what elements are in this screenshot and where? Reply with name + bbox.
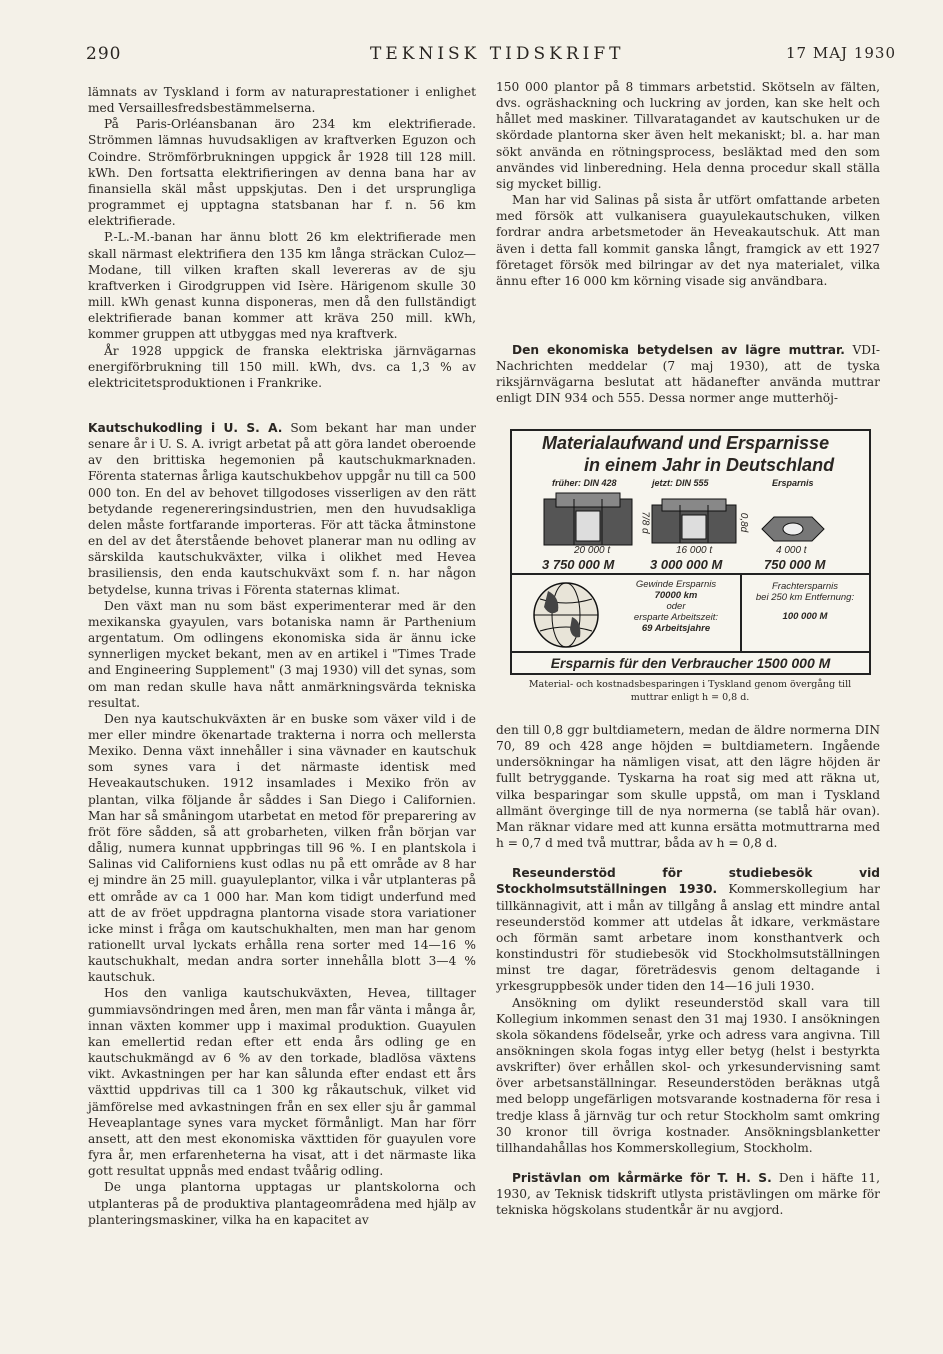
paragraph: På Paris-Orléansbanan äro 234 km elektrifierade. Strömmen lämnas huvudsakligen av kraftverken Eguzon och Coindre. Strömförbrukningen uppgick år 1928 till 128 mill. kWh. Den fortsatta elektrifieringen av denna bana har av finansiella skäl måst uppskjutas. Den i det ursprungliga programmet ej upptagna statsbanan har f. n. 56 km elektrifierade. xyxy=(88,117,476,229)
article-heading: Den ekonomiska betydelsen av lägre muttrar. xyxy=(512,343,845,357)
paragraph: VDI-Nachrichten meddelar (7 maj 1930), att de tyska riksjärnvägarna beslutat att hädanefter använda muttrar enligt DIN 934 och 555. Dessa normer ange mutterhöj- xyxy=(496,343,881,406)
mark-saved: 750 000 M xyxy=(764,557,826,572)
paragraph: den till 0,8 ggr bultdiametern, medan de äldre normerna DIN 70, 89 och 428 ange höjden = bultdiametern. Ingående undersökningar ha nämligen visat, att den lägre höjden är fullt betryggande. Tyskarna ha roat sig med att räkna ut, vilka besparingar som skulle uppstå, om man i Tyskland allmänt överginge till de nya normerna (se tablå här ovan). Man räknar vidare med att kunna ersätta motmuttrarna med h = 0,7 d med två muttrar, båda av h = 0,8 d. xyxy=(496,723,880,851)
dim-old: 7/8 d xyxy=(639,511,651,534)
tons-now: 16 000 t xyxy=(676,545,713,556)
paragraph: Ansökning om dylikt reseunderstöd skall vara till Kollegium inkommen senast den 31 maj 1930. I ansökningen skola sökandens födelseår, yrke och adress vara angivna. Till ansökningen skola fogas intyg eller betyg (helst i bestyrkta avskrifter) över erhållen skol- och yrkesundervisning samt över arbetsanställningar. Reseunderstöden beräknas utgå med belopp ungefärligen motsvarande kostnaderna för resa i tredje klass å järnväg tur och retur Stockholm samt omkring 30 kronor till övriga kostnader. Ansökningsblanketter tillhandahållas hos Kommerskollegium, Stockholm. xyxy=(496,995,880,1155)
globe-icon xyxy=(520,577,612,649)
right-column-bottom xyxy=(496,722,880,1219)
tons-before: 20 000 t xyxy=(574,545,611,556)
nut-old-icon xyxy=(544,493,632,545)
paragraph: Som bekant har man under senare år i U. S. A. ivrigt arbetat på att göra landet oberoende av den brittiska hegemonien på kautschukmarknaden. Förenta staternas årliga kautschukbehov uppgår nu till ca 500 000 ton. En del av behovet tillgodoses visserligen av den rätt betydande regenereringsindustrien, men den huvudsakliga delen måste fortfarande importeras. För att täcka åtminstone en del av det återstående behovet planerar man nu odling av särskilda kautschukväxter, vilka i olikhet med Hevea brasiliensis, den enda kautschukväxt som f. n. har någon betydelse, kunna trivas i Förenta staternas klimat. xyxy=(88,421,476,597)
issue-date: 17 MAJ 1930 xyxy=(786,44,897,62)
left-column-top xyxy=(88,84,476,391)
label-now: jetzt: DIN 555 xyxy=(652,478,709,488)
article-muttrar xyxy=(496,342,880,407)
paragraph: År 1928 uppgick de franska elektriska järnvägarnas energiförbrukning till 150 mill. kWh, dvs. ca 1,3 % av elektricitetsproduktionen i Frankrike. xyxy=(88,343,476,390)
figure-title-line2: in einem Jahr in Deutschland xyxy=(584,455,835,475)
journal-title: TEKNISK TIDSKRIFT xyxy=(370,44,625,64)
mark-now: 3 000 000 M xyxy=(650,557,723,572)
paragraph: Den nya kautschukväxten är en buske som växer vild i de mer eller mindre ökenartade trakterna i norra och mellersta Mexiko. Denna växt innehåller i sina vävnader en kautschuk som synes vara i det närmaste identisk med Heveakautschuken. 1912 insamlades i Mexiko frön av plantan, vilka följande år såddes i San Diego i Californien. Man har så småningom utarbetat en metod för preparering av fröt före sådden, så att grobarheten, vilken från början var dålig, numera kunnat uppbringas till 96 %. I en plantskola i Salinas vid Californiens kust odlas nu på ett område av 8 har ej mindre än 25 mill. guayuleplantor, vilka i vår utplanteras på ett område av ca 1 000 har. Man kom tidigt underfund med att de av fröet uppdragna plantorna visade stora variationer icke minst i fråga om kautschukhalten, men man har genom rationellt urval lyckats erhålla rena sorter med 14—16 % kautschukhalt, medan andra sorter innehålla blott 3—4 % kautschuk. xyxy=(88,711,476,985)
paragraph: Den i häfte 11, 1930, av Teknisk tidskrift utlysta pristävlingen om märke för tekniska högskolans studentkår är nu avgjord. xyxy=(496,1171,880,1218)
paragraph: lämnats av Tyskland i form av naturaprestationer i enlighet med Versaillesfredsbestämmelserna. xyxy=(88,85,476,116)
figure-bottom-total: Ersparnis für den Verbraucher 1500 000 M xyxy=(512,651,869,673)
freight-text: Frachtersparnis bei 250 km Entfernung: 100 000 M xyxy=(755,581,855,622)
globe-text: Gewinde Ersparnis 70000 km oder ersparte Arbeitszeit: 69 Arbeitsjahre xyxy=(633,579,719,634)
dim-new: 0,8d xyxy=(738,512,750,533)
article-heading: Reseunderstöd för studiebesök vid Stockholmsutställningen 1930. xyxy=(496,866,880,897)
paragraph: Man har vid Salinas på sista år utfört omfattande arbeten med försök att vulkanisera guayulekautschuken, vilken fordrar andra arbetsmetoder än Heveakautschuk. Att man även i detta fall kommit ganska långt, framgick av ett 1927 företaget försök med bilringar av det nya materialet, vilka ännu efter 16 000 km körning visade sig användbara. xyxy=(496,193,880,288)
nuts-illustration xyxy=(512,489,869,549)
paragraph: De unga plantorna upptagas ur plantskolorna och utplanteras på de produktiva plantageområdena med hjälp av planteringsmaskiner, vilka ha en kapacitet av xyxy=(88,1180,476,1227)
nut-new-icon xyxy=(652,499,736,543)
label-savings: Ersparnis xyxy=(772,478,814,488)
paragraph: Hos den vanliga kautschukväxten, Hevea, tilltager gummiavsöndringen med åren, men man får vänta i många år, innan växten kommer upp i maximal produktion. Guayulen kan emellertid redan efter ett enda års odling ge en kautschukmängd av 6 % av den torkade, bladlösa växtens vikt. Avkastningen per har kan sålunda efter endast ett års växttid uppdrivas till ca 1 300 kg råkautschuk, vilket vid jämförelse med avkastningen från en sex eller sju år gammal Heveaplantage synes vara mycket förmånligt. Man har förr ansett, att den mest ekonomiska växttiden för guayulen vore fyra år, men erfarenheterna ha visat, att i det närmaste lika gott resultat uppnås med endast tvåårig odling. xyxy=(88,986,476,1179)
figure-caption: Material- och kostnadsbesparingen i Tyskland genom övergång till muttrar enligt h = 0,8 d. xyxy=(528,679,852,703)
mark-before: 3 750 000 M xyxy=(542,557,615,572)
figure-title-line1: Materialaufwand und Ersparnisse xyxy=(542,433,830,453)
page-number: 290 xyxy=(86,44,122,64)
article-heading: Kautschukodling i U. S. A. xyxy=(88,421,283,435)
tons-saved: 4 000 t xyxy=(776,545,807,556)
nut-savings-figure xyxy=(510,429,871,675)
article-kautschukodling xyxy=(88,420,476,1228)
label-before: früher: DIN 428 xyxy=(552,478,617,488)
paragraph: Den växt man nu som bäst experimenterar med är den mexikanska gyayulen, vars botaniska namn är Parthenium argentatum. Om odlingens ekonomiska sida är ännu icke synnerligen mycket bekant, men av en artikel i "Times Trade and Engineering Supplement" (3 maj 1930) vill det synas, som om man redan skulle hava nått anmärkningsvärda tekniska resultat. xyxy=(88,598,476,710)
right-column-top xyxy=(496,79,880,289)
article-heading: Pristävlan om kårmärke för T. H. S. xyxy=(512,1171,772,1186)
paragraph: 150 000 plantor på 8 timmars arbetstid. Skötseln av fälten, dvs. ogräshackning och luckring av jorden, kan ske helt och hållet med maskiner. Tillvaratagandet av kautschuken ur de skördade plantorna sker även helt mekaniskt; bl. a. har man sökt använda en rötningsprocess, besläktad med den som användes vid linberedning. Hela denna procedur skall ställa sig mycket billig. xyxy=(496,80,880,191)
paragraph: Kommerskollegium har tillkännagivit, att i mån av tillgång å anslag ett mindre antal reseunderstöd kommer att utdelas åt idkare, verkmästare och förmän samt arbetare inom konsthantverk och konstindustri för studiebesök vid Stockholmsutställningen minst tre dagar, företrädesvis genom deltagande i yrkesgruppbesök under tiden den 14—16 juli 1930. xyxy=(496,882,880,994)
nut-saved-icon xyxy=(762,517,824,541)
paragraph: P.-L.-M.-banan har ännu blott 26 km elektrifierade men skall närmast elektrifiera den 135 km långa sträckan Culoz—Modane, till vilken kraften skall levereras av de sju kraftverken i Girodgruppen vid Isère. Härigenom skulle 30 mill. kWh genast kunna disponeras, men då den fullständigt elektrifierade banan kommer att kräva 250 mill. kWh, kommer gruppen att utbyggas med nya kraftverk. xyxy=(88,230,476,342)
